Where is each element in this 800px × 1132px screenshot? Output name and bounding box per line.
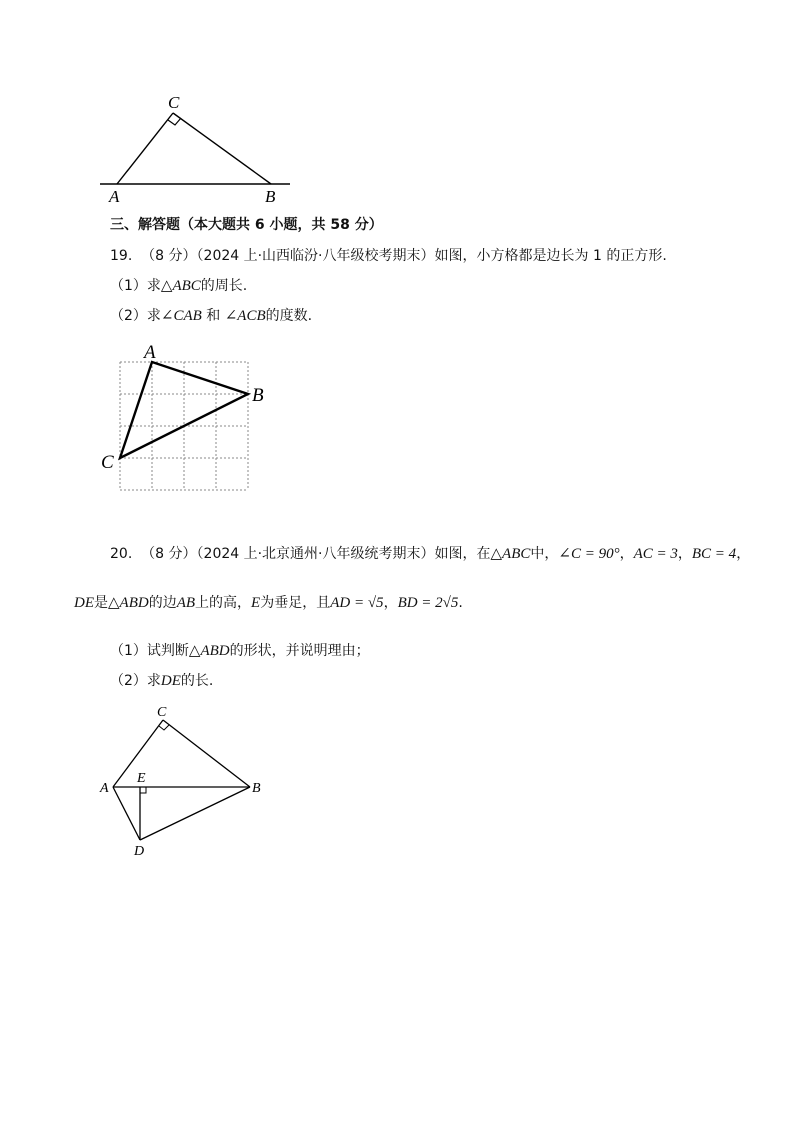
- q20-stem-line2: [74, 592, 463, 612]
- right-angle-mark-c: [159, 725, 169, 730]
- q20-text-edge: 的边: [148, 595, 177, 611]
- q20-math-bc: BC = 4: [691, 546, 737, 562]
- q20-sep2: ，: [677, 546, 692, 562]
- q20-part1-math: △ABD: [188, 643, 230, 659]
- q20-sep1: ，: [619, 546, 634, 562]
- q19-part2-suffix: 的度数.: [265, 308, 313, 324]
- q20-stem-line1: [110, 543, 750, 563]
- q20-text-end: .: [458, 595, 463, 611]
- q19-text: 如图，小方格都是边长为 1 的正方形.: [434, 248, 667, 264]
- q20-text-foot: 为垂足，且: [260, 595, 331, 611]
- q19-part1-suffix: 的周长.: [200, 278, 248, 294]
- segment-ad: [113, 787, 140, 840]
- q20-math-e: E: [251, 595, 261, 611]
- q20-math-triangle: △ABC: [490, 546, 531, 562]
- q20-math-angle: ∠C = 90°: [558, 546, 620, 562]
- q19-part2-prefix: （2）求: [110, 308, 161, 324]
- q19-part2-mid: 和: [206, 308, 221, 324]
- fig20-label-e: E: [137, 771, 146, 786]
- figure-q20: [95, 700, 275, 860]
- q20-source: （2024 上·北京通州·八年级统考期末）: [196, 546, 435, 562]
- q20-number: 20.: [110, 546, 133, 562]
- figure-q19-grid: [98, 340, 278, 500]
- q20-sep4: ，: [383, 595, 398, 611]
- q20-math-de: DE: [74, 595, 94, 611]
- right-angle-mark: [168, 118, 181, 125]
- q19-score: （8 分）: [141, 248, 197, 264]
- fig20-label-c: C: [157, 705, 167, 720]
- q20-sep3: ，: [736, 546, 751, 562]
- fig20-label-a: A: [100, 781, 109, 796]
- q20-text-is: 是: [94, 595, 108, 611]
- q19-part2: [110, 305, 312, 325]
- q20-text1: 如图，在: [434, 546, 491, 562]
- figure-top-triangle: [95, 90, 305, 205]
- q20-score: （8 分）: [141, 546, 197, 562]
- fig20-label-d: D: [134, 844, 145, 859]
- q20-part2-math: DE: [160, 673, 181, 689]
- q20-math-ac: AC = 3: [633, 546, 678, 562]
- q19-part2-math2: ∠ACB: [224, 308, 266, 324]
- segment-cb: [163, 720, 250, 787]
- q20-part2-prefix: （2）求: [110, 673, 161, 689]
- segment-db: [140, 787, 250, 840]
- q20-math-ad: AD = √5: [330, 595, 384, 611]
- q20-part2-suffix: 的长.: [180, 673, 214, 689]
- label-c: C: [168, 93, 180, 112]
- q20-part2: [110, 670, 213, 690]
- grid-label-c: C: [101, 452, 114, 473]
- q20-part1-suffix: 的形状，并说明理由；: [229, 643, 370, 659]
- q19-part2-math1: ∠CAB: [160, 308, 202, 324]
- fig20-label-b: B: [252, 781, 261, 796]
- q20-math-bd: BD = 2√5: [397, 595, 459, 611]
- q20-math-ab: AB: [176, 595, 196, 611]
- segment-cb: [173, 113, 271, 184]
- q20-text2: 中，: [530, 546, 559, 562]
- right-angle-mark-e: [140, 787, 146, 793]
- q20-part1: [110, 640, 370, 660]
- q19-part1: [110, 275, 247, 295]
- q19-source: （2024 上·山西临汾·八年级校考期末）: [196, 248, 435, 264]
- grid-label-a: A: [144, 342, 156, 363]
- q19-number: 19.: [110, 248, 133, 264]
- section-title: 三、解答题（本大题共 6 小题，共 58 分）: [110, 217, 383, 233]
- segment-ac: [117, 113, 173, 184]
- label-b: B: [265, 187, 276, 205]
- q19-stem: [110, 245, 667, 265]
- q19-part1-prefix: （1）求: [110, 278, 161, 294]
- q19-part1-math: △ABC: [160, 278, 201, 294]
- q20-part1-prefix: （1）试判断: [110, 643, 189, 659]
- q20-text-height: 上的高，: [195, 595, 252, 611]
- grid-label-b: B: [252, 385, 264, 406]
- q20-math-abd: △ABD: [108, 595, 149, 611]
- label-a: A: [109, 187, 120, 205]
